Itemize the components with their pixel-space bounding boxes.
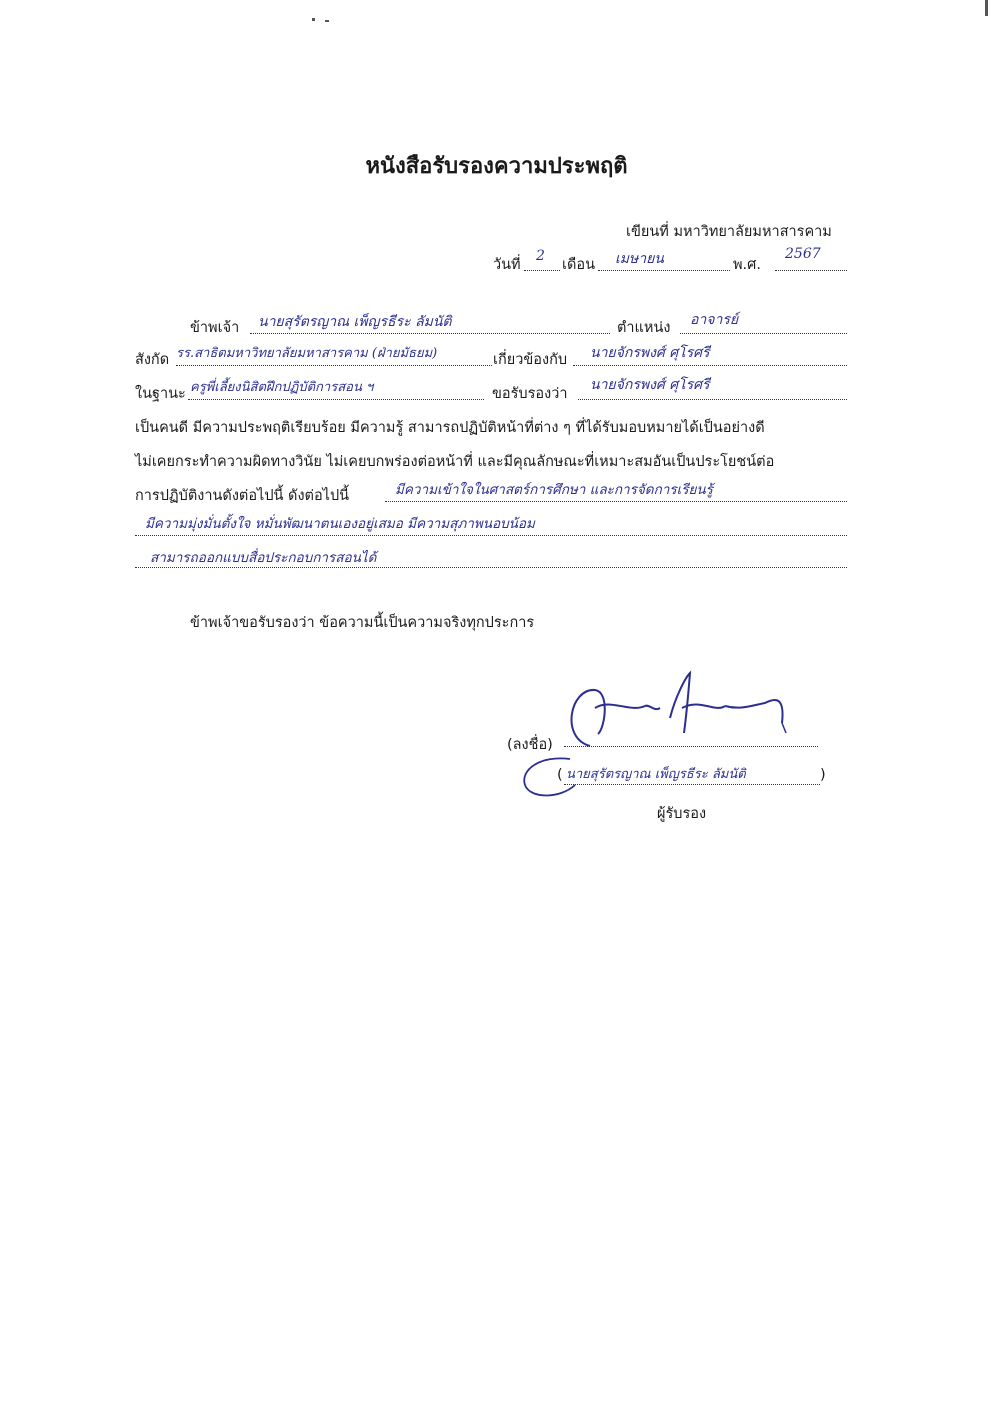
line1-name-value: นายสุรัตรญาณ เพ็ญรธีระ ลัมนัติ	[258, 314, 452, 330]
location-value: มหาวิทยาลัยมหาสารคาม	[673, 224, 832, 240]
sign-dots	[564, 746, 818, 747]
scan-speck	[312, 18, 315, 21]
line1-position-label: ตำแหน่ง	[617, 320, 671, 336]
line1-position-value: อาจารย์	[690, 312, 739, 328]
scan-speck	[325, 20, 329, 22]
quality-dots-2	[135, 535, 847, 536]
location-label: เขียนที่	[626, 224, 669, 240]
line3-label: ในฐานะ	[135, 386, 186, 402]
line1-position-dots	[680, 333, 847, 334]
year-label: พ.ศ.	[733, 257, 761, 273]
scan-speck	[985, 0, 988, 16]
paragraph-line-2: ไม่เคยกระทำความผิดทางวินัย ไม่เคยบกพร่องต่อหน้าที่ และมีคุณลักษณะที่เหมาะสมอันเป็นประโยชน์ต่อ	[135, 454, 775, 470]
line2-relation-label: เกี่ยวข้องกับ	[493, 352, 568, 368]
name-close-paren: )	[820, 767, 826, 783]
quality-item-3: สามารถออกแบบสื่อประกอบการสอนได้	[150, 550, 377, 566]
month-label: เดือน	[562, 257, 595, 273]
line1-label: ข้าพเจ้า	[190, 320, 240, 336]
line3-certify-dots	[578, 399, 847, 400]
name-open-paren: (	[557, 767, 563, 783]
line2-affiliation-dots	[176, 365, 492, 366]
line2-label: สังกัด	[135, 352, 170, 368]
line3-role-dots	[188, 399, 484, 400]
name-dots	[564, 784, 820, 785]
day-label: วันที่	[493, 257, 521, 273]
line2-relation-dots	[573, 365, 847, 366]
quality-item-2: มีความมุ่งมั่นตั้งใจ หมั่นพัฒนาตนเองอยู่เสมอ มีความสุภาพนอบน้อม	[145, 516, 535, 532]
line3-certify-label: ขอรับรองว่า	[492, 386, 568, 402]
line1-name-dots	[250, 333, 610, 334]
month-value: เมษายน	[615, 251, 664, 267]
line2-relation-value: นายจักรพงศ์ ศุโรศรี	[590, 345, 710, 361]
paragraph-line-3: การปฏิบัติงานดังต่อไปนี้ ดังต่อไปนี้	[135, 488, 350, 504]
document-title: หนังสือรับรองความประพฤติ	[365, 154, 628, 179]
line3-certify-value: นายจักรพงศ์ ศุโรศรี	[590, 377, 710, 393]
handwritten-signature	[550, 668, 810, 758]
day-dots	[524, 270, 560, 271]
paragraph-line-1: เป็นคนดี มีความประพฤติเรียบร้อย มีความรู้ สามารถปฏิบัติหน้าที่ต่าง ๆ ที่ได้รับมอบหมายได้เป็นอย่างดี	[135, 420, 765, 436]
certifier-role: ผู้รับรอง	[657, 806, 707, 822]
year-value: 2567	[785, 246, 821, 262]
signer-name: นายสุรัตรญาณ เพ็ญรธีระ ลัมนัติ	[566, 767, 746, 782]
quality-dots-1	[385, 501, 847, 502]
quality-item-1: มีความเข้าใจในศาสตร์การศึกษา และการจัดการเรียนรู้	[395, 482, 713, 498]
sign-label: (ลงชื่อ)	[507, 737, 553, 753]
location-line	[626, 220, 832, 243]
closing-statement: ข้าพเจ้าขอรับรองว่า ข้อความนี้เป็นความจริงทุกประการ	[190, 615, 535, 631]
line2-affiliation-value: รร.สาธิตมหาวิทยาลัยมหาสารคาม (ฝ่ายมัธยม)	[176, 346, 438, 361]
day-value: 2	[536, 248, 545, 264]
month-dots	[598, 270, 730, 271]
year-dots	[775, 270, 847, 271]
line3-role-value: ครูพี่เลี้ยงนิสิตฝึกปฏิบัติการสอน ฯ	[190, 380, 374, 395]
